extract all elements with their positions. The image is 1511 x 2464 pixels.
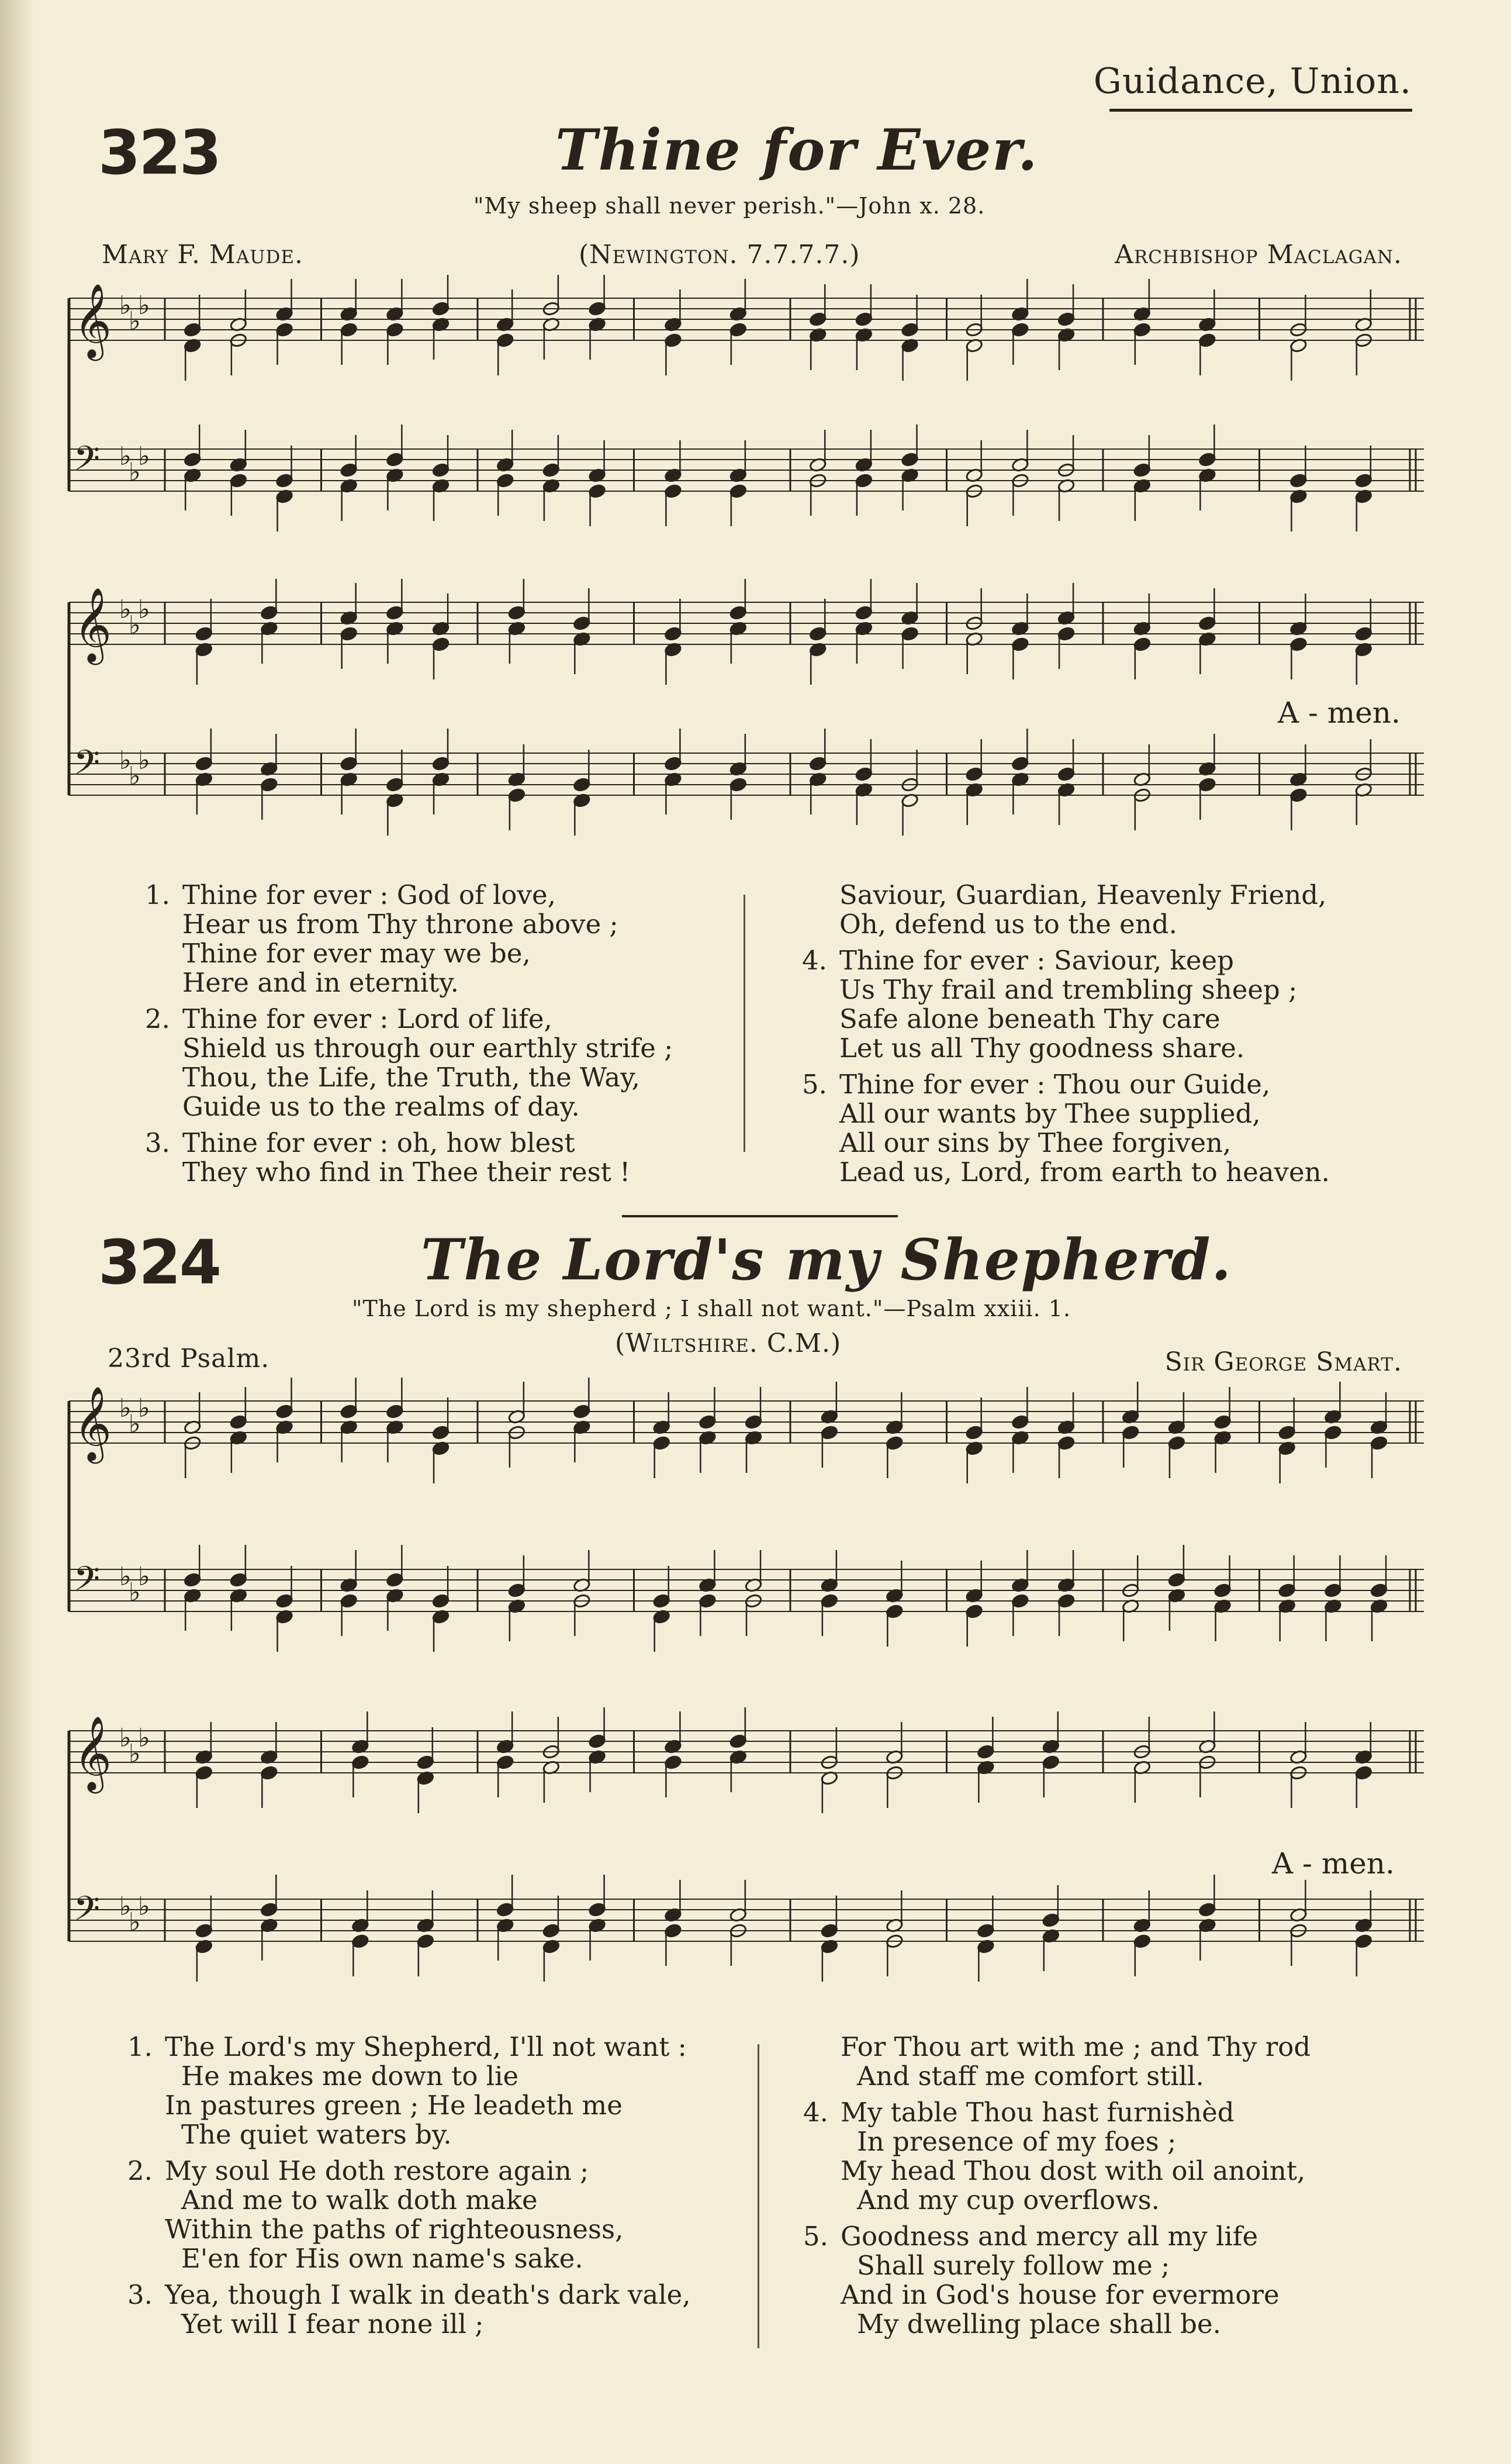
verse-5 [803,2221,1425,2339]
note-head [977,1923,995,1938]
note-head [652,1435,670,1451]
verse-line: Within the paths of righteousness, [165,2214,624,2245]
verse-3-start [145,1127,708,1188]
note-head [1355,626,1373,641]
music-staff-system [65,1378,1427,1658]
note-head [260,1765,278,1780]
note-head [1213,1583,1232,1598]
flat-icon: ♭ [119,595,132,624]
note-head [386,452,404,467]
verse-line: Thine for ever : oh, how blest [182,1127,575,1158]
note-head [1122,1425,1140,1440]
note-head [1289,473,1308,488]
verse-line: And me to walk doth make [181,2185,538,2215]
note-head [977,1744,995,1759]
flat-icon: ♭ [119,746,132,775]
verses-324-right [803,2031,1425,2346]
note-head [508,605,526,620]
verse-line: Hear us from Thy throne above ; [182,909,618,940]
verse-line: In pastures green ; He leadeth me [165,2090,623,2121]
verse-3-end [841,2032,1425,2091]
note-head [1042,1913,1060,1928]
verse-number: 3. [145,1127,170,1158]
note-head [1057,1593,1076,1609]
flat-icon: ♭ [138,291,150,320]
note-head [351,1934,369,1949]
flat-icon: ♭ [119,441,132,471]
verse-line: Guide us to the realms of day. [182,1091,580,1122]
note-head [965,767,983,782]
verse-line: E'en for His own name's sake. [181,2243,583,2274]
verse-line: Thine for ever : God of love, [182,879,556,910]
epigraph-323: "My sheep shall never perish."—John x. 28. [473,193,986,219]
verse-line: Goodness and mercy all my life [841,2221,1258,2252]
note-head [855,605,873,620]
verse-line: Here and in eternity. [182,967,459,998]
note-head [340,626,358,641]
hymn-separator-rule [622,1215,898,1217]
note-head [184,322,202,337]
note-head [1133,463,1152,478]
verse-line: Safe alone beneath Thy care [839,1003,1220,1034]
note-head [809,626,827,641]
flat-icon: ♭ [129,1578,141,1607]
verse-line: And my cup overflows. [857,2185,1160,2215]
flat-icon: ♭ [119,1723,132,1753]
note-head [351,1755,369,1770]
flat-icon: ♭ [138,1723,150,1753]
verse-1 [127,2031,738,2150]
note-head [275,473,293,488]
bass-clef-icon: 𝄢 [74,1558,101,1607]
verse-number: 2. [127,2155,153,2186]
note-head [1324,1425,1342,1440]
note-head [1198,1902,1216,1917]
note-head [432,637,450,652]
verse-line: Yet will I fear none ill ; [181,2308,484,2339]
note-head [417,1755,435,1770]
hymn-number-323: 323 [98,117,220,188]
verse-line: Let us all Thy goodness share. [839,1033,1245,1064]
note-head [901,452,919,467]
verse-line: The Lord's my Shepherd, I'll not want : [165,2031,687,2062]
note-head [1057,767,1076,782]
note-head [729,322,748,337]
hymn-title-324: The Lord's my Shepherd. [421,1227,1232,1293]
flat-icon: ♭ [129,610,141,640]
music-staff-system [65,1707,1427,1988]
note-head [275,1593,293,1609]
note-head [195,756,213,771]
flat-icon: ♭ [138,1393,150,1423]
treble-clef-icon: 𝄞 [74,1385,112,1461]
note-head [1198,616,1216,631]
note-head [821,1593,839,1609]
note-head [1370,1435,1388,1451]
flat-icon: ♭ [129,761,141,791]
note-head [1011,1593,1029,1609]
note-head [260,605,278,620]
music-score-323-line-1 [65,275,1427,538]
note-head [260,1902,278,1917]
flat-icon: ♭ [138,441,150,471]
note-head [1198,777,1216,792]
bass-clef-icon: 𝄢 [74,1888,101,1937]
flat-icon: ♭ [119,1393,132,1423]
verse-line: Oh, defend us to the end. [839,909,1177,940]
verse-line: Shield us through our earthly strife ; [182,1033,673,1064]
note-head [965,1425,983,1440]
flat-icon: ♭ [129,457,141,487]
note-head [1289,788,1308,803]
note-head [275,322,293,337]
note-head [386,777,404,792]
note-head [729,605,748,620]
note-head [432,463,450,478]
note-head [184,452,202,467]
note-head [340,463,358,478]
verse-2 [127,2155,738,2274]
note-head [965,1604,983,1619]
verse-1 [145,879,708,998]
note-head [1133,637,1152,652]
verse-line: Us Thy frail and trembling sheep ; [839,974,1298,1005]
note-head [386,1572,404,1588]
verse-line: Thine for ever : Thou our Guide, [839,1069,1271,1100]
note-head [1198,452,1216,467]
note-head [886,1435,904,1451]
note-head [508,1583,526,1598]
flat-icon: ♭ [129,306,141,336]
verse-line: They who find in Thee their rest ! [182,1157,631,1188]
verse-2 [145,1003,708,1122]
flat-icon: ♭ [119,1892,132,1921]
note-head [1355,1765,1373,1780]
note-head [260,777,278,792]
note-head [508,788,526,803]
note-head [386,605,404,620]
epigraph-324: "The Lord is my shepherd ; I shall not want."—Psalm xxiii. 1. [352,1296,1071,1321]
note-head [432,756,450,771]
verse-line: He makes me down to lie [181,2061,519,2092]
music-score-324-line-1 [65,1378,1427,1658]
note-head [855,312,873,327]
verse-line: All our sins by Thee forgiven, [839,1127,1232,1158]
note-head [195,1923,213,1938]
verse-line: And in God's house for evermore [841,2279,1280,2310]
note-head [496,473,514,488]
note-head [821,1425,839,1440]
verse-line: Thou, the Life, the Truth, the Way, [182,1062,640,1093]
verse-line: My head Thou dost with oil anoint, [841,2155,1306,2186]
verse-number: 5. [802,1069,827,1100]
hymn-number-324: 324 [98,1227,220,1298]
verse-line: Shall surely follow me ; [857,2250,1170,2281]
bass-clef-icon: 𝄢 [74,438,101,486]
note-head [1168,1572,1186,1588]
note-head [729,484,748,499]
section-rule [1109,109,1412,112]
note-head [184,1572,202,1588]
verse-number: 2. [145,1003,170,1034]
verse-line: Lead us, Lord, from earth to heaven. [839,1157,1330,1188]
note-head [432,1425,450,1440]
note-head [542,463,561,478]
note-head [729,777,748,792]
verse-4 [803,2097,1425,2215]
verse-line: Thine for ever : Lord of life, [182,1003,552,1034]
note-head [745,1414,763,1430]
verse-line: Yea, though I walk in death's dark vale, [165,2279,691,2310]
note-head [275,1404,293,1419]
flat-icon: ♭ [129,1409,141,1439]
note-head [1011,637,1029,652]
note-head [1198,333,1216,348]
amen-324: A - men. [1272,1847,1395,1880]
hymn-title-323: Thine for Ever. [555,117,1039,183]
flat-icon: ♭ [129,1907,141,1937]
flat-icon: ♭ [119,291,132,320]
note-head [340,1593,358,1609]
note-head [340,756,358,771]
verse-line: And staff me comfort still. [857,2061,1204,2092]
note-head [496,333,514,348]
note-head [195,626,213,641]
note-head [901,626,919,641]
verse-4 [802,945,1424,1064]
music-staff-system [65,579,1427,842]
note-head [230,1572,248,1588]
note-head [1133,1934,1152,1949]
treble-clef-icon: 𝄞 [74,586,112,662]
verse-number: 5. [803,2221,828,2252]
note-head [664,1755,682,1770]
note-head [340,322,358,337]
music-score-323-line-2 [65,579,1427,842]
note-head [432,301,450,316]
verses-323-left [145,879,708,1194]
note-head [386,1404,404,1419]
note-head [664,333,682,348]
note-head [1213,1414,1232,1430]
verse-line: For Thou art with me ; and Thy rod [841,2031,1311,2062]
note-head [821,1923,839,1938]
note-head [855,473,873,488]
note-head [588,301,606,316]
page-spine-shadow [0,0,34,2464]
verses-324-left [127,2031,738,2346]
note-head [1042,1755,1060,1770]
note-head [809,312,827,327]
bass-clef-icon: 𝄢 [74,742,101,791]
note-head [386,322,404,337]
music-score-324-line-2 [65,1707,1427,1988]
author-324: 23rd Psalm. [108,1344,270,1374]
author-323: Mary F. Maude. [102,240,303,270]
flat-icon: ♭ [138,1562,150,1592]
flat-icon: ♭ [138,595,150,624]
note-head [1011,1414,1029,1430]
note-head [901,322,919,337]
note-head [230,1414,248,1430]
treble-clef-icon: 𝄞 [74,282,112,358]
note-head [1133,322,1152,337]
verse-line: All our wants by Thee supplied, [839,1098,1261,1129]
note-head [588,484,606,499]
note-head [573,777,591,792]
note-head [855,767,873,782]
note-head [588,1734,606,1749]
verses-323-right [802,879,1424,1194]
verse-line: Saviour, Guardian, Heavenly Friend, [839,879,1327,910]
flat-icon: ♭ [129,1739,141,1769]
verse-line: Thine for ever : Saviour, keep [839,945,1234,976]
note-head [652,1593,670,1609]
note-head [1355,473,1373,488]
note-head [340,1404,358,1419]
note-head [432,1593,450,1609]
verse-line: Thine for ever may we be, [182,938,531,969]
composer-324: Sir George Smart. [1164,1347,1402,1377]
note-head [496,1902,514,1917]
note-head [886,1604,904,1619]
note-head [1278,1583,1296,1598]
note-head [542,1923,561,1938]
tune-324: (Wiltshire. C.M.) [615,1328,842,1358]
note-head [1011,322,1029,337]
treble-clef-icon: 𝄞 [74,1715,112,1790]
note-head [496,1755,514,1770]
note-head [699,1414,717,1430]
verse-number: 3. [127,2279,153,2310]
verse-line: My table Thou hast furnishèd [841,2097,1235,2128]
note-head [1355,1934,1373,1949]
composer-323: Archbishop Maclagan. [1115,240,1402,270]
note-head [1168,1435,1186,1451]
note-head [1324,1583,1342,1598]
verse-line: My soul He doth restore again ; [165,2155,589,2186]
note-head [699,1593,717,1609]
note-head [1011,756,1029,771]
note-head [230,473,248,488]
note-head [1057,312,1076,327]
note-head [1278,1425,1296,1440]
verse-number: 4. [803,2097,828,2128]
note-head [573,616,591,631]
note-head [809,756,827,771]
flat-icon: ♭ [138,746,150,775]
note-head [664,1923,682,1938]
section-heading: Guidance, Union. [1093,61,1412,102]
note-head [1057,1435,1076,1451]
column-divider [744,895,745,1152]
note-head [417,1934,435,1949]
verse-number: 4. [802,945,827,976]
flat-icon: ♭ [119,1562,132,1592]
note-head [573,1404,591,1419]
note-head [664,756,682,771]
tune-323: (Newington. 7.7.7.7.) [579,240,860,270]
column-divider [758,2044,759,2348]
music-staff-system [65,275,1427,538]
note-head [664,626,682,641]
verse-number: 1. [127,2031,153,2062]
note-head [729,1734,748,1749]
verse-5 [802,1069,1424,1188]
note-head [1057,626,1076,641]
note-head [1289,637,1308,652]
verse-line: My dwelling place shall be. [857,2308,1221,2339]
note-head [588,1902,606,1917]
note-head [664,484,682,499]
verse-number: 1. [145,879,170,910]
verse-line: In presence of my foes ; [857,2126,1177,2157]
verse-line: The quiet waters by. [181,2119,452,2150]
verse-3-end [839,881,1424,939]
amen-323: A - men. [1278,696,1401,730]
note-head [1370,1583,1388,1598]
flat-icon: ♭ [138,1892,150,1921]
verse-3-start [127,2279,738,2339]
note-head [195,1765,213,1780]
